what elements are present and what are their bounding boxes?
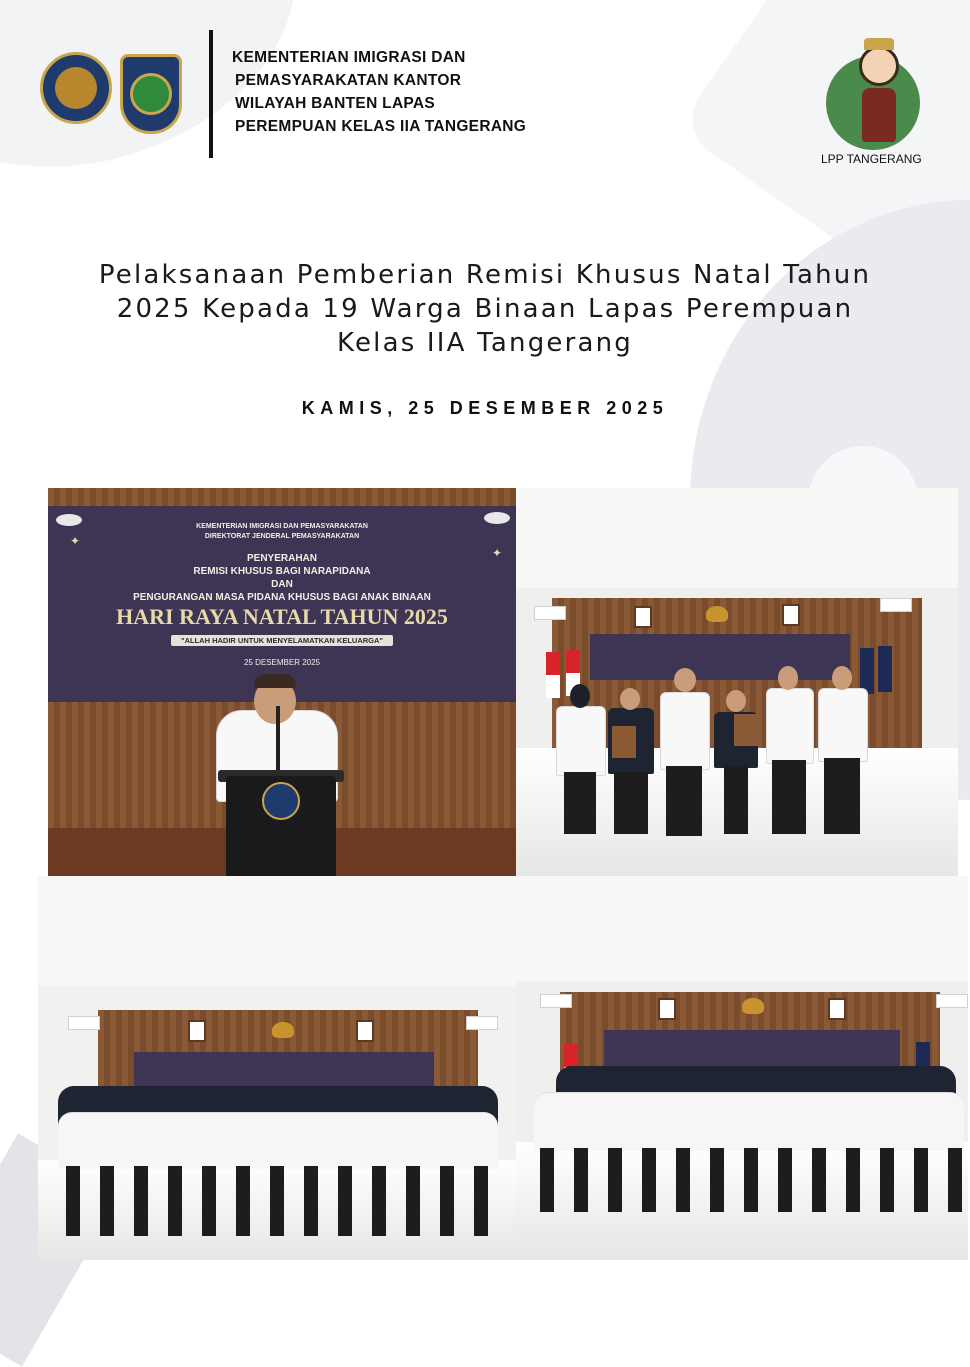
banner-line: DAN bbox=[271, 579, 293, 590]
organization-name bbox=[232, 46, 526, 138]
banner-line: REMISI KHUSUS BAGI NARAPIDANA bbox=[193, 566, 371, 577]
page-title bbox=[40, 258, 930, 360]
banner-line: PENYERAHAN bbox=[246, 553, 317, 564]
banner-small bbox=[590, 634, 850, 680]
banner-directorate: DIREKTORAT JENDERAL PEMASYARAKATAN bbox=[204, 533, 360, 540]
org-line: WILAYAH BANTEN LAPAS bbox=[235, 95, 436, 112]
org-line: KEMENTERIAN IMIGRASI DAN bbox=[232, 49, 466, 66]
banner-quote: "ALLAH HADIR UNTUK MENYELAMATKAN KELUARGA" bbox=[171, 635, 393, 646]
pemasyarakatan-shield-logo bbox=[120, 54, 182, 134]
event-banner: ✦ ✦ KEMENTERIAN IMIGRASI DAN PEMASYARAKATAN DIREKTORAT JENDERAL PEMASYARAKATAN PENYERAHAN REMISI KHUSUS BAGI NARAPIDANA DAN PENGURANGAN MASA PIDANA KHUSUS BAGI ANAK BINAAN HARI RAYA NATAL TAHUN 2025 "ALLAH HADIR UNTUK MENYELAMATKAN KELUARGA" 25 DESEMBER 2025 bbox=[48, 506, 516, 702]
title-line: Pelaksanaan Pemberian Remisi Khusus Natal Tahun bbox=[98, 260, 872, 290]
title-line: Kelas IIA Tangerang bbox=[337, 328, 633, 358]
photo-group-right bbox=[516, 876, 968, 1260]
photo-speaker-podium bbox=[48, 488, 516, 876]
banner-ministry: KEMENTERIAN IMIGRASI DAN PEMASYARAKATAN bbox=[196, 523, 368, 530]
banner-line: PENGURANGAN MASA PIDANA KHUSUS BAGI ANAK BINAAN bbox=[133, 592, 431, 603]
lectern-emblem bbox=[262, 782, 300, 820]
event-date: KAMIS, 25 DESEMBER 2025 bbox=[301, 398, 669, 418]
photo-group-left bbox=[38, 876, 516, 1260]
banner-headline: HARI RAYA NATAL TAHUN 2025 bbox=[116, 604, 448, 629]
banner-date: 25 DESEMBER 2025 bbox=[243, 658, 321, 667]
org-line: PEREMPUAN KELAS IIA TANGERANG bbox=[235, 118, 527, 135]
org-line: PEMASYARAKATAN KANTOR bbox=[235, 72, 462, 89]
title-line: 2025 Kepada 19 Warga Binaan Lapas Perempuan bbox=[116, 294, 854, 324]
microphone bbox=[276, 706, 280, 776]
lpp-mascot-logo bbox=[826, 38, 920, 150]
imigrasi-seal-logo bbox=[40, 52, 112, 124]
header-divider bbox=[209, 30, 213, 158]
photo-certificate-handover bbox=[516, 488, 958, 876]
lpp-logo-label: LPP TANGERANG bbox=[821, 152, 922, 166]
lectern bbox=[226, 776, 336, 876]
